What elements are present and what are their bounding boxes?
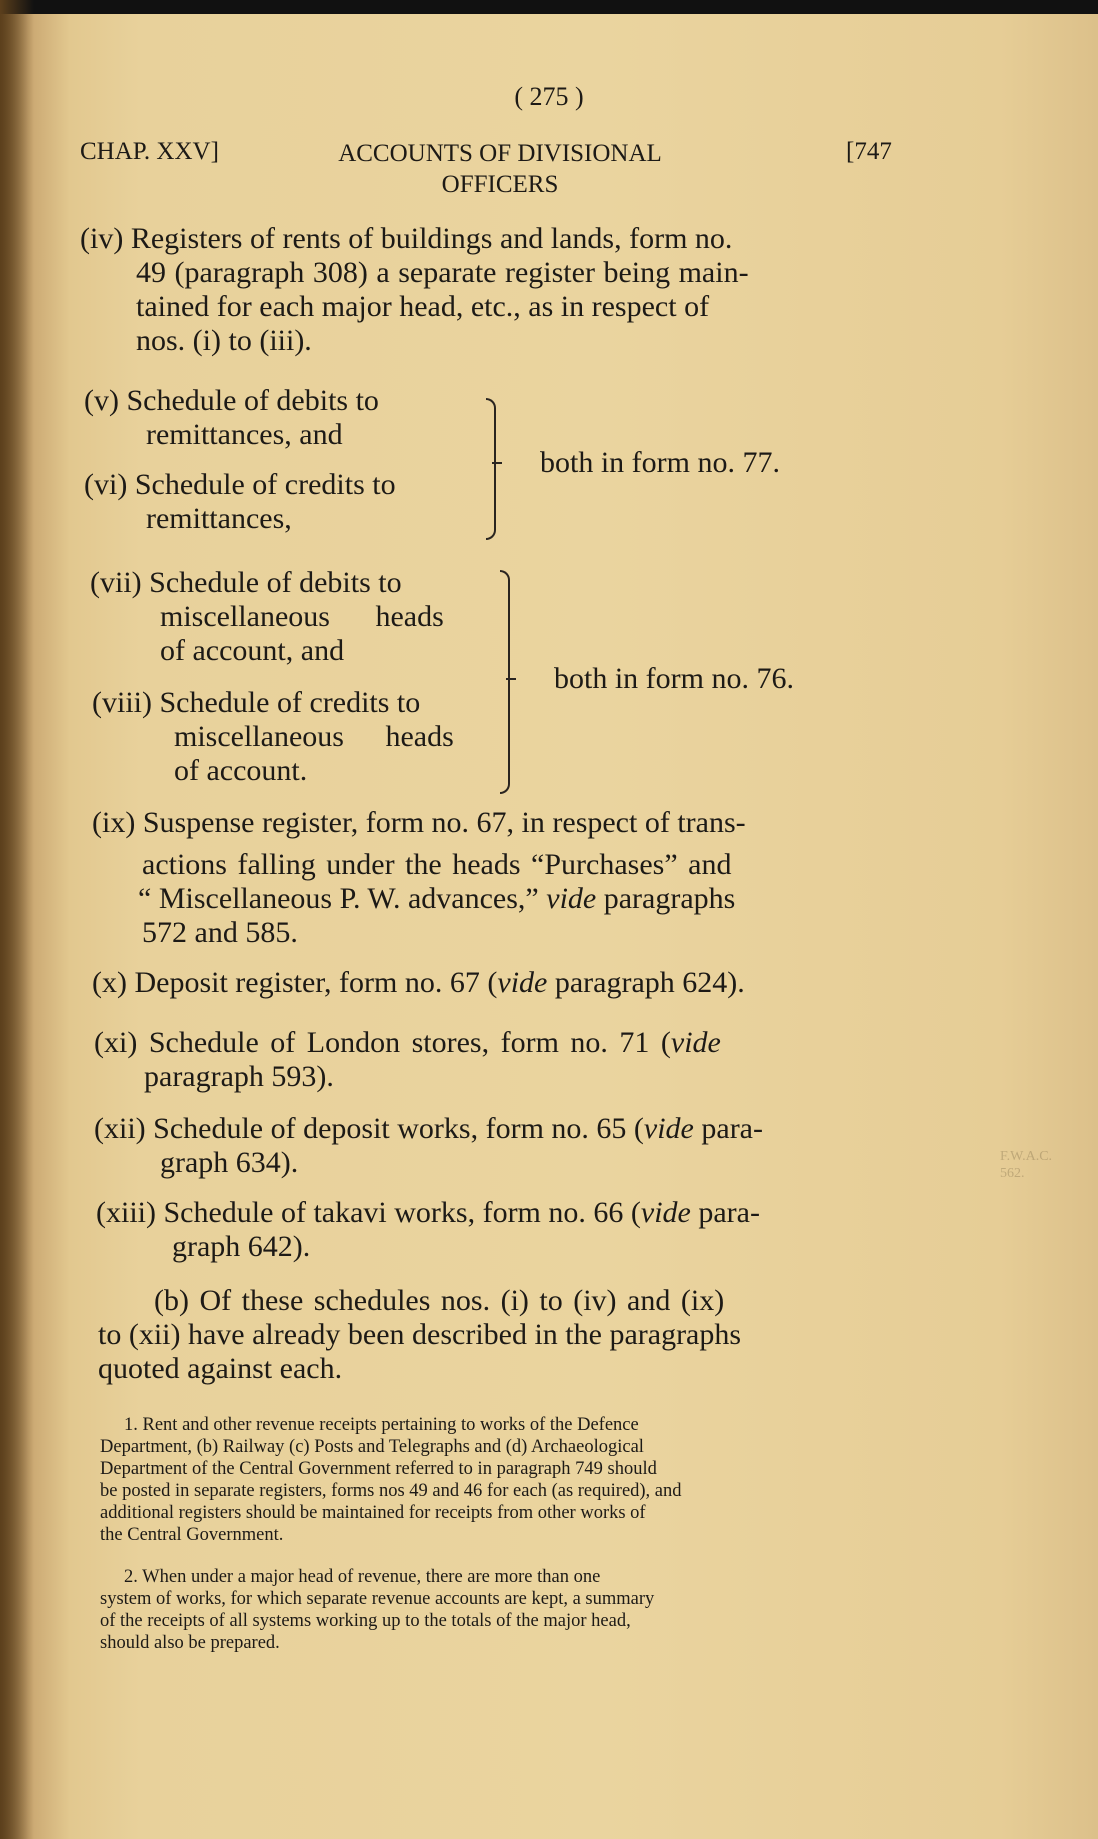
para-b-line-1: (b) Of these schedules nos. (i) to (iv) and (ix) (154, 1284, 725, 1317)
item-iv-line-1: (iv) Registers of rents of buildings and lands, form no. (80, 222, 733, 255)
item-ix-vide: vide (546, 882, 597, 915)
item-ix-line-3-end: paragraphs (596, 882, 736, 915)
item-xi-line-1 (94, 1026, 721, 1059)
para-b-line-2: to (xii) have already been described in the paragraphs (98, 1318, 742, 1351)
item-iv-line-4: nos. (i) to (iii). (136, 324, 312, 357)
brace-group-2-tip (506, 678, 516, 680)
footnote-2-line-2: system of works, for which separate revenue accounts are kept, a summary (100, 1589, 655, 1609)
item-xii-line-2: graph 634). (160, 1146, 299, 1179)
footnote-1-line-1: 1. Rent and other revenue receipts pertaining to works of the Defence (124, 1415, 639, 1435)
item-xi-line-2: paragraph 593). (144, 1060, 334, 1093)
item-x-text: (x) Deposit register, form no. 67 ( (92, 966, 498, 999)
group-2-note: both in form no. 76. (554, 662, 794, 695)
scan-edge (0, 0, 1098, 14)
footnote-2-line-3: of the receipts of all systems working up to the totals of the major head, (100, 1611, 631, 1631)
item-iv-line-3: tained for each major head, etc., as in respect of (136, 290, 710, 323)
item-xii-line-1 (94, 1112, 763, 1145)
item-v-line-2: remittances, and (146, 418, 343, 451)
brace-group-1 (486, 398, 496, 540)
brace-group-1-tip (492, 462, 502, 464)
footnote-1-line-4: be posted in separate registers, forms nos 49 and 46 for each (as required), and (100, 1481, 682, 1501)
item-xiii-line-2: graph 642). (172, 1230, 311, 1263)
item-v-line-1: (v) Schedule of debits to (84, 384, 379, 417)
margin-note-bleed: F.W.A.C. 562. (1000, 1149, 1053, 1181)
item-vi-line-2: remittances, (146, 502, 292, 535)
footnote-1-line-3: Department of the Central Government referred to in paragraph 749 should (100, 1459, 657, 1479)
item-xii-end: para- (693, 1112, 763, 1145)
item-xii-vide: vide (643, 1112, 694, 1145)
item-ix-line-3-text: “ Miscellaneous P. W. advances,” (138, 882, 547, 915)
item-x-end: paragraph 624). (547, 966, 745, 999)
spine-shadow (0, 0, 34, 1839)
item-iv-line-2: 49 (paragraph 308) a separate register being main- (136, 256, 749, 289)
group-1-note: both in form no. 77. (540, 446, 780, 479)
item-vii-line-2: miscellaneous heads (160, 600, 444, 633)
item-viii-line-1: (viii) Schedule of credits to (92, 686, 421, 719)
item-ix-line-1: (ix) Suspense register, form no. 67, in respect of trans- (92, 806, 746, 839)
item-vii-line-3: of account, and (160, 634, 345, 667)
item-x (92, 966, 745, 999)
paragraph-number: [747 (846, 138, 892, 165)
footnote-1-line-5: additional registers should be maintained for receipts from other works of (100, 1503, 646, 1523)
item-xii-text: (xii) Schedule of deposit works, form no. 65 ( (94, 1112, 644, 1145)
footnote-1-line-6: the Central Government. (100, 1525, 284, 1545)
item-xiii-end: para- (690, 1196, 760, 1229)
item-viii-line-2: miscellaneous heads (174, 720, 454, 753)
item-viii-line-3: of account. (174, 754, 308, 787)
para-b-line-3: quoted against each. (98, 1352, 343, 1385)
item-xiii-line-1 (96, 1196, 760, 1229)
item-ix-line-3 (138, 882, 735, 915)
item-vi-line-1: (vi) Schedule of credits to (84, 468, 396, 501)
item-xiii-vide: vide (640, 1196, 691, 1229)
title-line-1: ACCOUNTS OF DIVISIONAL (338, 140, 662, 167)
page-title (280, 138, 720, 200)
item-x-vide: vide (497, 966, 548, 999)
item-xiii-text: (xiii) Schedule of takavi works, form no. 66 ( (96, 1196, 641, 1229)
item-xi-text: (xi) Schedule of London stores, form no. 71 ( (94, 1026, 671, 1059)
item-vii-line-1: (vii) Schedule of debits to (90, 566, 402, 599)
item-ix-line-2: actions falling under the heads “Purchases” and (142, 848, 732, 881)
brace-group-2 (500, 570, 510, 794)
footnote-1-line-2: Department, (b) Railway (c) Posts and Telegraphs and (d) Archaeological (100, 1437, 644, 1457)
chapter-label: CHAP. XXV] (80, 138, 219, 165)
page-number: ( 275 ) (514, 82, 584, 111)
item-xi-vide: vide (670, 1026, 721, 1059)
item-ix-line-4: 572 and 585. (142, 916, 298, 949)
title-line-2: OFFICERS (441, 171, 559, 198)
footnote-2-line-4: should also be prepared. (100, 1633, 280, 1653)
footnote-2-line-1: 2. When under a major head of revenue, there are more than one (124, 1567, 601, 1587)
